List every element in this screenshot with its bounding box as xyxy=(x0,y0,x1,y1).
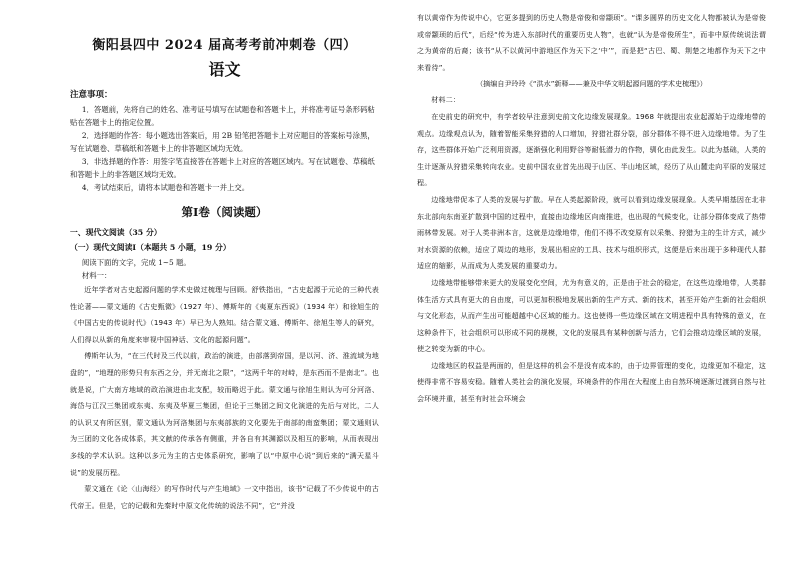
material-label: 材料二： xyxy=(431,95,461,105)
subpart-heading: （一）现代文阅读Ⅰ（本题共 5 小题，19 分） xyxy=(70,243,231,252)
section-title: 第Ⅰ卷（阅读题） xyxy=(181,205,268,219)
right-column xyxy=(397,0,794,562)
part-heading: 一、现代文阅读（35 分） xyxy=(70,228,162,237)
body-paragraph: 边缘地带能够带来更大的发展变化空间，尤为有意义的，正是由于社会的稳定，在这些边缘地带，人类群体生活方式具有更大的自由度，可以更加积极地发展出新的生产方式、新的技术，甚至开始产生新的社会组织与文化形态，从而产生出可能超越中心区域的能力。这也使得一些边缘区域在文明进程中具有特殊的意义，在这种条件下，社会组织可以形成不同的规模，文化的发展具有某种创新与活力，它们会推动边缘区域的发展，使之转变为新的中心。 xyxy=(417,277,766,354)
note-item: 1．答题前，先将自己的姓名、准考证号填写在试题卷和答题卡上，并将准考证号条形码粘贴在答题卡上的指定位置。 xyxy=(70,105,375,127)
body-paragraph: 傅斯年认为，“在三代时及三代以前，政治的演进，由部落到帝国，是以河、济、淮流域为地盘的”，“地理的形势只有东西之分，并无南北之限”，“这两千年的对峙，是东西而不是南北”。也就是说，广大南方地域的政治演进由北支配，较而略迟于此。蒙文通与徐旭生则认为可分河洛、海岱与江汉三集团或东夷、东夷及华夏三集团，但论于三集团之间文化演进的先后与对比，二人的认识又有所区别，蒙文通认为河洛集团与东夷部族的文化要先于南部的南蛮集团；蒙文通则认为三团的文化各成体系，其文献的传承各有侧重，并各自有其渊源以及相互的影响，从而表现出多线的学术认识。这种以多元为主的古史体系研究，影响了以“中原中心说”到后来的“满天星斗说”的发展历程。 xyxy=(70,351,379,477)
body-paragraph: 近年学者对古史起源问题的学术史做过梳理与回顾。舒铁指出，“古史起源于元论的三种代表性论著——蒙文通的《古史甄微》（1927 年）、傅斯年的《夷夏东西说》（1934 年）和徐旭生的《中国古史的传说时代》（1943 年）早已为人熟知。结合蒙文通、傅斯年、徐旭生等人的研究，人们得以从新的角度来审视中国神话、文化的起源问题”。 xyxy=(70,285,379,344)
body-paragraph: 边缘地带促本了人类的发展与扩散。早在人类起源阶段，就可以看到边缘发展现象。人类早期基因在北非东北部向东南亚扩散到中国的过程中，直接由边缘地区向南推进，也出现的气候变化，让部分群体变成了热带雨林带发展。对于人类非洲本言，这就是边缘地带，他们不得不改变原有以采集、狩猎为主的生计方式，减少对水资源的依赖，适应了周边的地形，发展出相应的工具、技术与组织形式，这便是后来出现于多种现代人群适应的缩影，从而成为人类发展的重要动力。 xyxy=(417,194,766,271)
note-item: 3．非选择题的作答：用签字笔直接答在答题卡上对应的答题区域内。写在试题卷、草稿纸和答题卡上的非答题区域均无效。 xyxy=(70,157,375,179)
body-paragraph: 边缘地区的权益是两面的，但是这样的机会不是没有成本的，由于边界管理的变化，边缘更加不稳定，这使得非常不容易安稳。随着人类社会的演化发展，环境条件的作用在大程度上由自然环境逐渐过渡到自然与社会环境并重，甚至有时社会环境会 xyxy=(417,360,766,404)
notes-title: 注意事项： xyxy=(70,90,113,100)
material-label: 材料一： xyxy=(81,271,112,280)
body-paragraph: 蒙文通在《论〈山海经〉的写作时代与产生地域》一文中指出，该书“记载了不少传说中的古代帝王。但是，它的记载和先秦时中原文化传统的说法不同”，它“并没 xyxy=(70,484,379,510)
body-paragraph: 有以黄帝作为传说中心，它更多提到的历史人物是帝俊和帝颛顼”。“课多圆界的历史文化人物都被认为是帝俊或帝颛顼的后代”，后经“传为进入东部时代的重要历史人物”，也就“认为是帝俊所生”，而非中原传统说法谓之为黄帝的后裔；该书“从不以黄河中游地区作为天下之‘中’”，而是把“古巴、蜀、荆楚之地都作为天下之中来看待”。 xyxy=(417,13,766,72)
reading-instruction: 阅读下面的文字，完成 1~5 题。 xyxy=(81,258,191,267)
source-citation: （摘编自尹玲玲《“洪水”新释——兼及中华文明起源问题的学术史梳理》） xyxy=(476,79,707,89)
subject-title: 语文 xyxy=(208,60,241,79)
note-item: 4．考试结束后，请将本试题卷和答题卡一并上交。 xyxy=(81,183,250,192)
exam-title: 衡阳县四中 2024 届高考考前冲刺卷（四） xyxy=(92,38,357,53)
body-paragraph: 在史前史的研究中，有学者较早注意到史前文化边缘发展现象。1968 年就提出农业起源始于边缘地带的观点。边缘观点认为，随着智能采集狩猎的人口增加，狩猎社群分裂，部分群体不得不进入边缘地带。为了生存，这些群体开始广泛利用资源，逐渐强化利用野谷等耐低潜力的作物，驯化由此发生。以此为基础，人类的生计逐渐从狩猎采集转向农业。史前中国农业首先出现于山区、半山地区域，经历了从山麓走向平原的发展过程。 xyxy=(417,111,766,188)
note-item: 2．选择题的作答：每小题选出答案后，用 2B 铅笔把答题卡上对应题目的答案标号涂黑，写在试题卷、草稿纸和答题卡上的非答题区域均无效。 xyxy=(70,131,375,153)
